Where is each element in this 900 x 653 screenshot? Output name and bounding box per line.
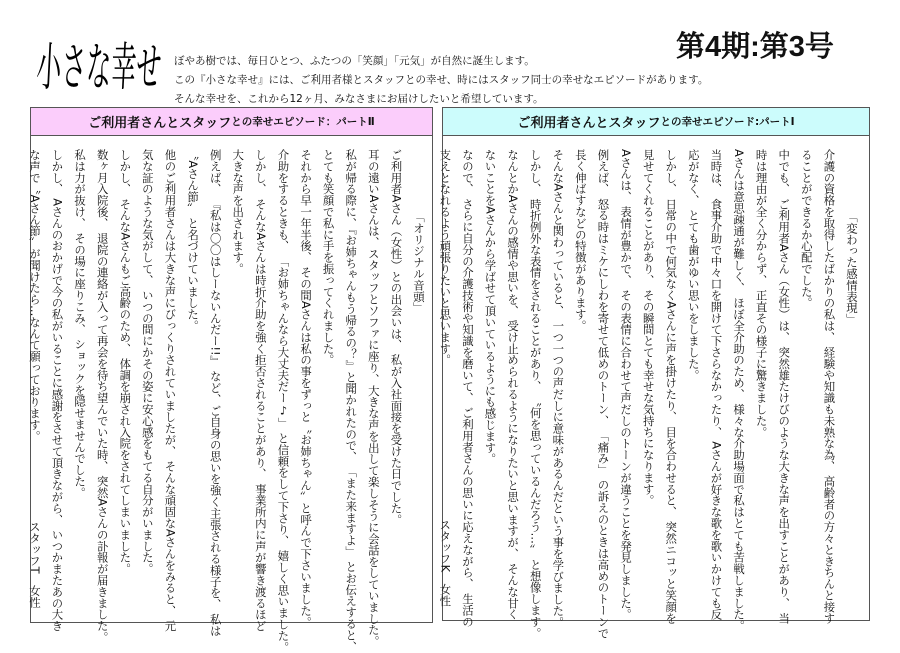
- panel-title-main: ご利用者さんとスタッフ: [88, 116, 232, 131]
- story-line-text: なので、 さらに自分の介護技術や知識を磨いて、 ご利用者さんの思いに応えながら、 生活の: [460, 149, 475, 628]
- story-line-text: しかし、 時折例外な表情をされることがあり、 〝何を思っているんだろう…〟 と想像します。: [528, 149, 543, 639]
- story-line-text: Aさんは、 表情が豊かで、 その表情に合わせて声だしのトーンが違うことを発見しました。: [619, 149, 634, 621]
- intro-line: ぼやあ樹では、毎日ひとつ、ふたつの「笑顔」「元気」が自然に誕生します。: [174, 55, 535, 67]
- story-line-text: 他のご利用者さんは大きな声にびっくりされていましたが、 そんな頑固なAさんをみると、 元: [163, 149, 178, 632]
- story-line: [614, 149, 637, 621]
- intro-line: そんな幸せを、これから12ヶ月、みなさまにお届けしたいと希望しています。: [174, 93, 544, 105]
- story-line: [682, 149, 705, 612]
- story-line-text: とても笑顔で私に手を振ってくれました。: [321, 149, 336, 366]
- story-line: [547, 149, 570, 628]
- story-line: [23, 149, 46, 614]
- story-line-text: 気な証のような気がして、 いつの間にかその姿に安心感をもてる自分がいました。: [140, 149, 155, 575]
- panel-body: [438, 136, 869, 639]
- story-line: [660, 149, 683, 624]
- story-line-text: ることができるか心配でした。: [799, 149, 814, 309]
- story-line: [385, 149, 408, 614]
- panel-title-sub: との幸せエピソード：パートⅡ: [231, 116, 375, 128]
- story-line-text: しかし、 Aさんのおかげで今の私がいることに感謝をさせて頂きながら、 いつかまたあの大き: [50, 149, 65, 632]
- staff-signature: スタッフT 女性: [27, 521, 42, 608]
- story-line-text: 〝Aさん節〟 と名づけていました。: [186, 149, 201, 332]
- story-line: [340, 149, 363, 653]
- panel-header: [31, 108, 432, 136]
- story-line: [91, 149, 114, 643]
- story-line-text: そんなAさんと関わっていると、 一つ一つの声だしに意味があるんだという事を学びました。: [551, 149, 566, 628]
- story-line-text: 数ヶ月入院後、 退院の連絡が入って再会を待ち望んでいた時、 突然Aさんの訃報が届きました。: [95, 149, 110, 643]
- story-line: [524, 149, 547, 639]
- story-line-text: ご利用者Aさん（女性）との出会いは、 私が入社面接を受けた日でした。: [389, 149, 404, 526]
- story-line-text: 私は力が抜け、 その場に座りこみ、 ショックを隠せませんでした。: [73, 149, 88, 499]
- story-line-text: なんとかAさんの感情や思いを、 受け止められるようになりたいと思いますが、 そんな甘く: [506, 149, 521, 621]
- story-line: [705, 149, 728, 621]
- story-line: [294, 149, 317, 628]
- story-line-text: Aさんは意思疎通が難しく、 ほぼ全介助のため、 様々な介助場面で私はとても苦戦しました。: [732, 149, 747, 632]
- story-line-text: しかし、 そんなAさんもご高齢のため、 体調を崩され入院をされてしまいました。: [118, 149, 133, 575]
- story-line: [136, 149, 159, 614]
- story-line-text: 中でも、 ご利用者Aさん（女性）は、 突然雄たけびのような大きな声を出すことがあり、 当: [777, 149, 792, 624]
- story-line-text: 例えば、 怒る時はミケにしわを寄せて低めのトーン、 「痛み」 の訴えのときは高めのトーンで: [596, 149, 611, 639]
- story-line: [362, 149, 385, 647]
- story-line-text: 見せてくれることがあり、 その瞬間とても幸せな気持ちになります。: [641, 149, 656, 507]
- panel-title-main: ご利用者さんとスタッフ: [517, 116, 661, 131]
- story-line: [727, 149, 750, 632]
- story-line: [502, 149, 525, 621]
- story-line-text: それから早一年半後、 その間Aさんは私の事をずっと〝お姉ちゃん〟と呼んで下さいました。: [299, 149, 314, 628]
- story-line: [181, 149, 204, 614]
- story-line-text: 時は理由が全く分からず、 正直その様子に驚きました。: [754, 149, 769, 438]
- story-line: [750, 149, 773, 612]
- story-heading: 「変わった感情表現」: [845, 211, 859, 325]
- story-line-text: 耳の遠いAさんは、スタッフとソファに座り、大きな声を出して楽しそうに会話をしていました。: [366, 149, 381, 647]
- story-line-text: 当時は、 食事介助で中々口を開けて下さらなかったり、 Aさんが好きな歌を歌いかけても反: [709, 149, 724, 621]
- story-line: [637, 149, 660, 612]
- panel-body: [27, 136, 432, 653]
- story-heading: 「オリジナル音頭」: [412, 211, 426, 314]
- story-line-text: 私が帰る際に、『お姉ちゃんもう帰るの？』と聞かれたので、 「また来ますよ」 とお伝えすると、: [344, 149, 359, 653]
- story-line: [456, 149, 479, 628]
- panel-header: [443, 108, 869, 136]
- newsletter-logo: 小さな幸せ: [34, 38, 163, 98]
- story-line-text: 応がなく、 とても歯がゆい思いをしました。: [686, 149, 701, 381]
- story-line-text: 大きな声を出されます。: [231, 149, 246, 275]
- story-line-text: 長く伸ばすなどの特徴があります。: [573, 149, 588, 332]
- staff-signature: スタッフK 女性: [438, 518, 453, 606]
- story-line: [204, 149, 227, 637]
- story-line-text: ないことをAさんから学ばせて頂いているようにも感じます。: [483, 149, 498, 465]
- story-line: [795, 149, 818, 612]
- story-line: [569, 149, 592, 612]
- story-line: [479, 149, 502, 612]
- story-line-text: しかし、 そんなAさんは時折介助を強く拒否されることがあり、 事業所内に声が響き渡るほど: [253, 149, 268, 632]
- episode-panel-part2: [27, 107, 433, 653]
- story-line: [114, 149, 137, 614]
- story-line: [592, 149, 615, 639]
- story-line: [46, 149, 69, 632]
- story-line: [434, 149, 457, 612]
- story-line-text: 介助をするときも、 「お姉ちゃんなら大丈夫だー♪」 と信頼をして下さり、 嬉しく思いました。: [276, 149, 291, 653]
- story-line-text: 例えば、 『私は〇〇はしーないんだー!!』 など、ご自身の思いを強く主張される様子を、 私は: [208, 149, 223, 637]
- story-line-text: 介護の資格を取得したばかりの私は、 経験や知識も未熟な為、 高齢者の方々ときちんと接す: [822, 149, 837, 624]
- story-line: [272, 149, 295, 653]
- story-line: [69, 149, 92, 614]
- story-line: [159, 149, 182, 632]
- story-line-text: しかし、 日常の中で何気なくAさんに声を掛けたり、 目を合わせると、 突然ニコッと笑顔を: [664, 149, 679, 624]
- story-line: [818, 149, 841, 624]
- intro-text: [174, 52, 708, 109]
- story-line-text: な声で〝Aさん節〟が聞けたら…なんて願っております。: [27, 149, 42, 442]
- story-line: [317, 149, 340, 614]
- issue-number: 第4期:第3号: [676, 31, 834, 63]
- story-line: [249, 149, 272, 632]
- episode-panel-part1: [438, 107, 870, 639]
- story-line: [773, 149, 796, 624]
- story-line: [227, 149, 250, 614]
- story-line-text: 支えとなれるよう頑張りたいと思います。: [438, 149, 453, 366]
- intro-line: この『小さな幸せ』には、ご利用者様とスタッフとの幸せ、時にはスタッフ同士の幸せなエピソードがあります。: [174, 74, 709, 86]
- panel-title-sub: との幸せエピソード:パートⅠ: [660, 116, 795, 128]
